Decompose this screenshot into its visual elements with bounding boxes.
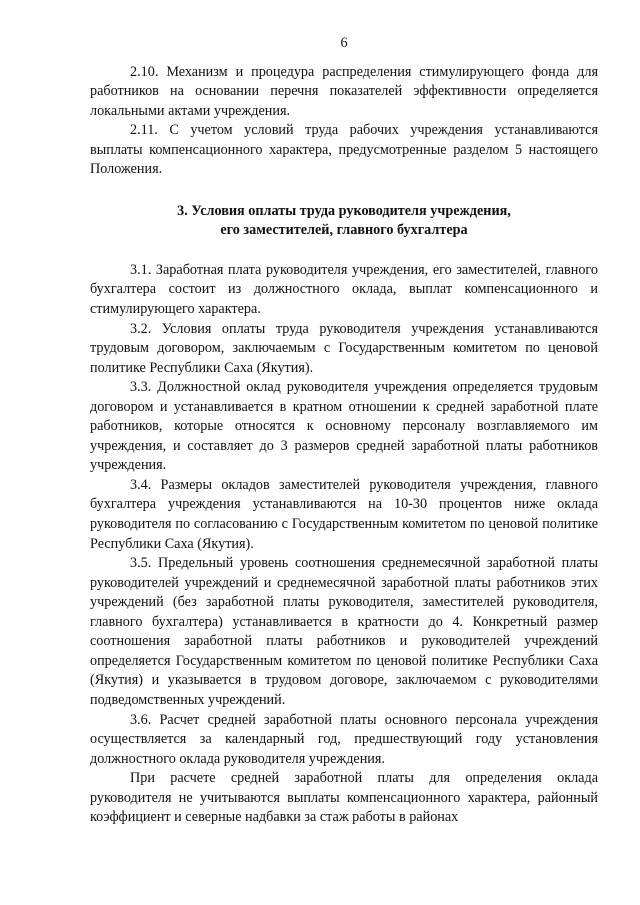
page-number: 6 (340, 35, 348, 51)
paragraph-3-2: 3.2. Условия оплаты труда руководителя учреждения устанавливаются трудовым договором, заключаемым с Государственным комитетом по ценовой политике Республики Саха (Якутия). (90, 320, 598, 376)
section-heading (90, 202, 598, 241)
document-page (90, 34, 598, 828)
paragraph-3-4: 3.4. Размеры окладов заместителей руководителя учреждения, главного бухгалтера учреждения устанавливаются на 10-30 процентов ниже оклада руководителя по согласованию с Государственным комитетом по ценовой политике Республики Саха (Якутия). (90, 476, 598, 552)
paragraph-3-3: 3.3. Должностной оклад руководителя учреждения определяется трудовым договором и устанавливается в кратном отношении к средней заработной плате работников, которые относятся к основному персоналу возглавляемого им учреждения, и составляет до 3 размеров средней заработной платы работников учреждения. (90, 379, 598, 474)
paragraph-3-5: 3.5. Предельный уровень соотношения среднемесячной заработной платы руководителей учреждений и среднемесячной заработной платы работников этих учреждений (без заработной платы руководителя, заместителей руководителя, главного бухгалтера) устанавливается в кратности до 4. Конкретный размер соотношения заработной платы работников и руководителей учреждений определяется Государственным комитетом по ценовой политике Республики Саха (Якутия) и указывается в трудовом договоре, заключаемом с руководителями подведомственных учреждений. (90, 555, 598, 708)
paragraph-3-1: 3.1. Заработная плата руководителя учреждения, его заместителей, главного бухгалтера состоит из должностного оклада, выплат компенсационного и стимулирующего характера. (90, 261, 598, 318)
paragraph-2-11: 2.11. С учетом условий труда рабочих учреждения устанавливаются выплаты компенсационного характера, предусмотренные разделом 5 настоящего Положения. (90, 122, 598, 178)
paragraph-salary-calculation: При расчете средней заработной платы для определения оклада руководителя не учитываются выплаты компенсационного характера, районный коэффициент и северные надбавки за стаж работы в районах (90, 770, 598, 826)
paragraph-2-10: 2.10. Механизм и процедура распределения стимулирующего фонда для работников на основании перечня показателей эффективности определяется локальными актами учреждения. (90, 63, 598, 119)
section-heading-line-2: его заместителей, главного бухгалтера (220, 222, 468, 239)
paragraph-3-6: 3.6. Расчет средней заработной платы основного персонала учреждения осуществляется за календарный год, предшествующий году установления должностного оклада руководителя учреждения. (90, 711, 598, 767)
section-heading-line-1: 3. Условия оплаты труда руководителя учреждения, (177, 202, 511, 219)
